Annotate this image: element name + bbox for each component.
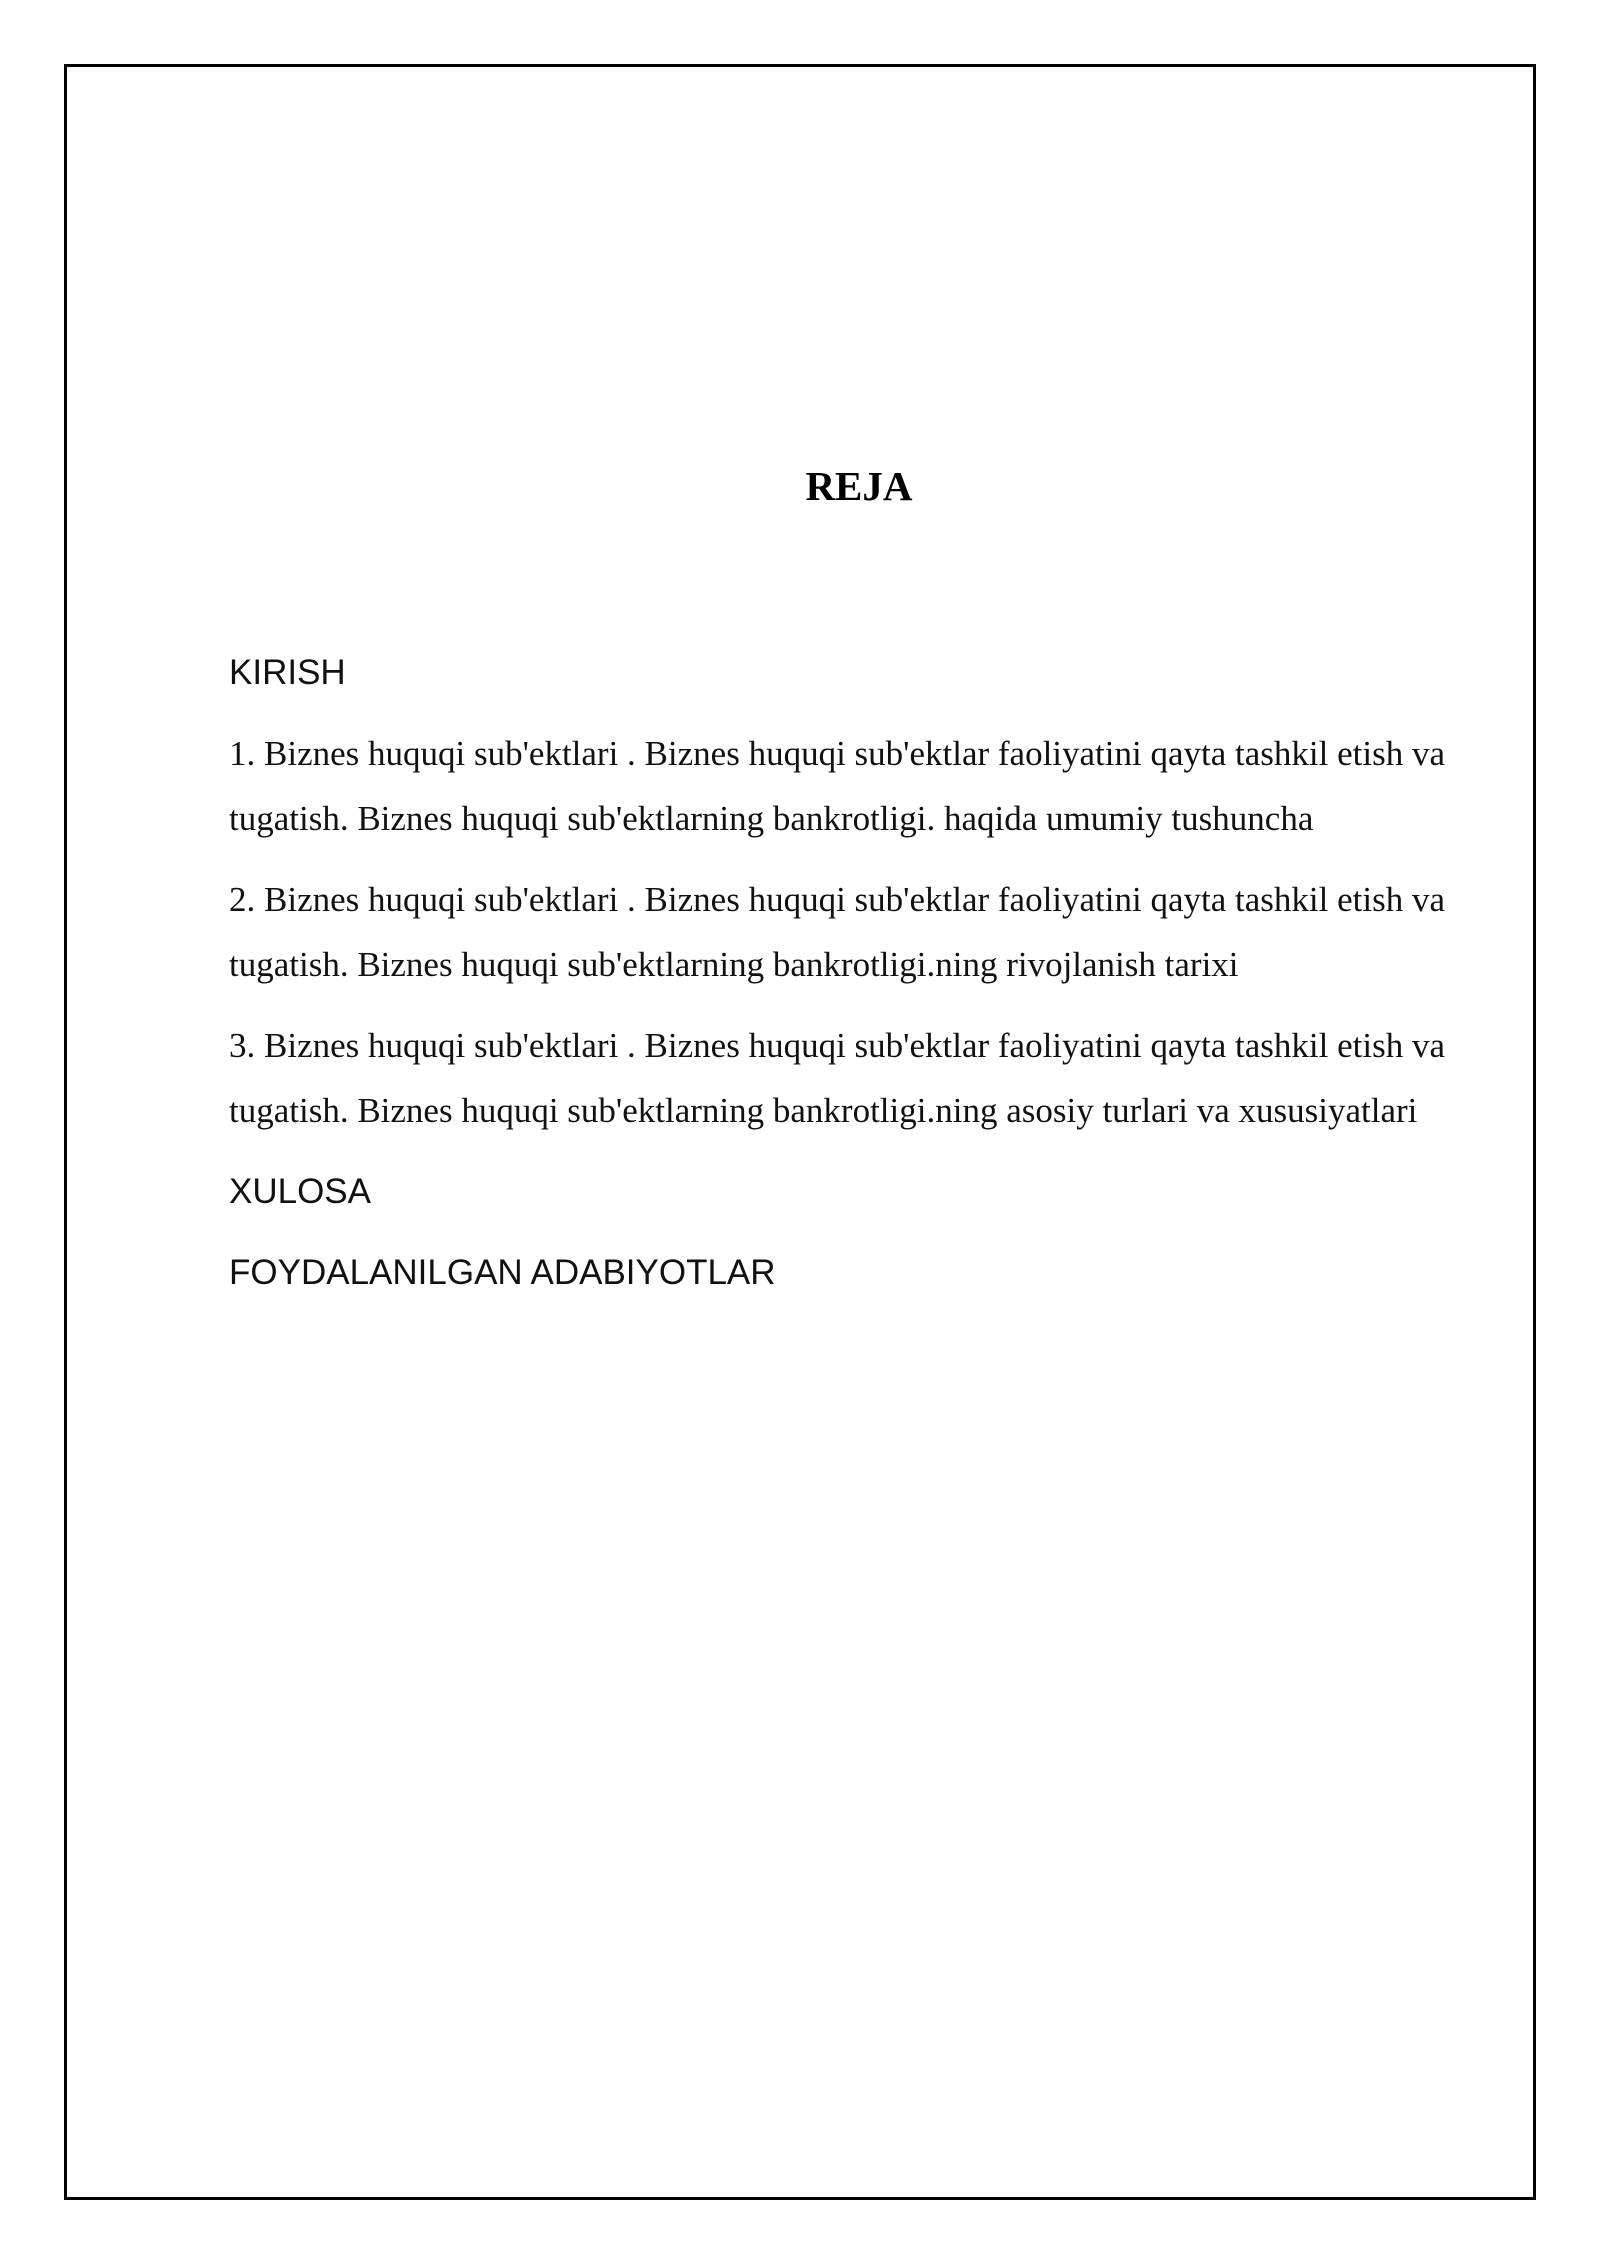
plan-item-intro: KIRISH <box>229 653 346 692</box>
plan-list <box>229 640 1459 1321</box>
page-title: REJA <box>805 463 913 509</box>
plan-item-1: 1. Biznes huquqi sub'ektlari . Biznes huquqi sub'ektlar faoliyatini qayta tashkil etish va tugatish. Biznes huquqi sub'ektlarning bankrotligi. haqida umumiy tushuncha <box>229 734 1445 838</box>
plan-item-2: 2. Biznes huquqi sub'ektlari . Biznes huquqi sub'ektlar faoliyatini qayta tashkil etish va tugatish. Biznes huquqi sub'ektlarning bankrotligi.ning rivojlanish tarixi <box>229 880 1445 984</box>
plan-item-conclusion: XULOSA <box>229 1172 371 1211</box>
plan-item-3: 3. Biznes huquqi sub'ektlari . Biznes huquqi sub'ektlar faoliyatini qayta tashkil etish va tugatish. Biznes huquqi sub'ektlarning bankrotligi.ning asosiy turlari va xususiyatlari <box>229 1026 1445 1130</box>
plan-item-references: FOYDALANILGAN ADABIYOTLAR <box>229 1253 776 1292</box>
